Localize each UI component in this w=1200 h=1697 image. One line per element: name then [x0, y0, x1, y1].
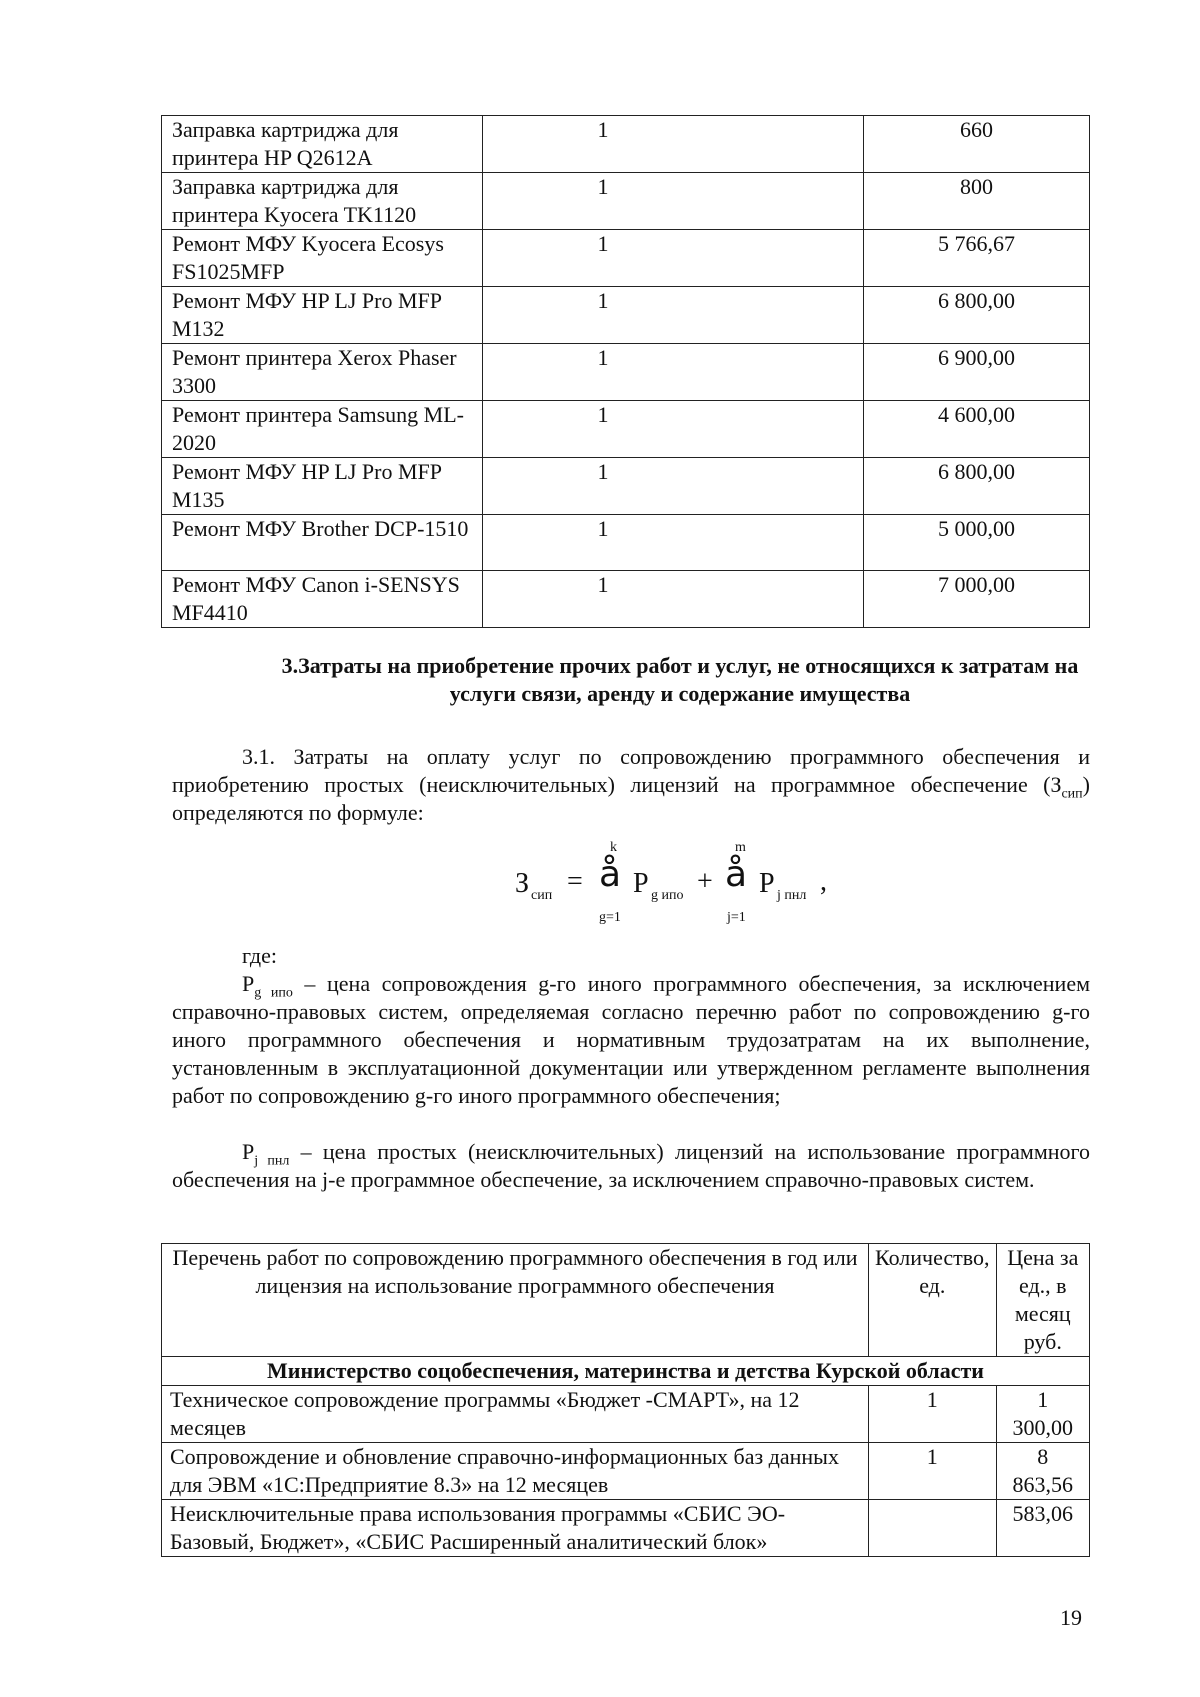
def1-subscript: g ипо: [254, 985, 293, 1001]
price-cell: 800: [864, 173, 1090, 230]
price-cell: 5 000,00: [864, 515, 1090, 571]
quantity-cell: 1: [483, 287, 864, 344]
term1-symbol: P: [633, 868, 649, 899]
table-row: [162, 1500, 1090, 1557]
intro-subscript: сип: [1061, 786, 1083, 802]
work-name: Техническое сопровождение программы «Бюджет -СМАРТ», на 12 месяцев: [162, 1386, 869, 1443]
formula-plus: +: [697, 866, 713, 897]
software-support-table: [161, 1243, 1090, 1557]
table-row: [162, 571, 1090, 628]
table-row: [162, 1443, 1090, 1500]
table-row: [162, 344, 1090, 401]
price-cell: 5 766,67: [864, 230, 1090, 287]
def1-text: – цена сопровождения g-го иного программного обеспечения, за исключением справочно-правовых систем, определяемая согласно перечню работ по сопровождению g-го иного программного обеспечения и нормативным трудозатратам на их выполнение, установленным в эксплуатационной документации или утвержденном регламенте выполнения работ по сопровождению g-го иного программного обеспечения;: [172, 971, 1091, 1108]
service-name: Ремонт МФУ Kyocera Ecosys FS1025MFP: [162, 230, 483, 287]
intro-paragraph: [172, 743, 1090, 827]
quantity-cell: 1: [483, 571, 864, 628]
term2-symbol: P: [759, 868, 775, 899]
def2-subscript: j пнл: [254, 1153, 290, 1169]
definition-p-g-ipo: [172, 970, 1090, 1110]
formula-lhs: З: [515, 868, 530, 899]
price-cell: 583,06: [996, 1500, 1089, 1557]
table-row: [162, 458, 1090, 515]
table-row: [162, 1386, 1090, 1443]
quantity-cell: 1: [483, 458, 864, 515]
table-row: [162, 287, 1090, 344]
header-quantity: Количество, ед.: [869, 1244, 997, 1357]
price-cell: 7 000,00: [864, 571, 1090, 628]
sum2-upper-limit: m: [735, 840, 746, 855]
table-row: [162, 116, 1090, 173]
equipment-repair-table: [161, 115, 1090, 628]
price-cell: 6 900,00: [864, 344, 1090, 401]
service-name: Ремонт МФУ Brother DCP-1510: [162, 515, 483, 571]
price-cell: 8 863,56: [996, 1443, 1089, 1500]
service-name: Заправка картриджа для принтера HP Q2612A: [162, 116, 483, 173]
term2-sub: j пнл: [777, 888, 807, 903]
work-name: Неисключительные права использования программы «СБИС ЭО-Базовый, Бюджет», «СБИС Расширенный аналитический блок»: [162, 1500, 869, 1557]
table-row: [162, 401, 1090, 458]
def2-text: – цена простых (неисключительных) лицензий на использование программного обеспечения на j-е программное обеспечение, за исключением справочно-правовых систем.: [172, 1139, 1090, 1192]
price-cell: 6 800,00: [864, 287, 1090, 344]
sum1-symbol: å: [599, 854, 622, 895]
quantity-cell: 1: [483, 173, 864, 230]
quantity-cell: 1: [869, 1443, 997, 1500]
definition-p-j-pnl: [172, 1138, 1090, 1194]
price-cell: 1 300,00: [996, 1386, 1089, 1443]
work-name: Сопровождение и обновление справочно-информационных баз данных для ЭВМ «1С:Предприятие 8.3» на 12 месяцев: [162, 1443, 869, 1500]
header-works-list: Перечень работ по сопровождению программного обеспечения в год или лицензия на использование программного обеспечения: [162, 1244, 869, 1357]
def1-symbol: P: [242, 971, 255, 996]
intro-tail: ) определяются по формуле:: [172, 772, 1090, 825]
service-name: Ремонт принтера Samsung ML-2020: [162, 401, 483, 458]
quantity-cell: 1: [483, 344, 864, 401]
table-row: [162, 173, 1090, 230]
table-row: [162, 515, 1090, 571]
sum2-lower-limit: j=1: [727, 910, 746, 925]
intro-text: 3.1. Затраты на оплату услуг по сопровождению программного обеспечения и приобретению простых (неисключительных) лицензий на программное обеспечение (З: [172, 744, 1090, 797]
cost-formula: [515, 840, 835, 930]
ministry-name: Министерство соцобеспечения, материнства и детства Курской области: [162, 1357, 1090, 1386]
formula-equals: =: [567, 866, 583, 897]
service-name: Ремонт МФУ Canon i-SENSYS MF4410: [162, 571, 483, 628]
formula-comma: ,: [820, 866, 827, 897]
quantity-cell: 1: [483, 116, 864, 173]
def2-symbol: P: [242, 1139, 255, 1164]
quantity-cell: 1: [483, 401, 864, 458]
term1-sub: g ипо: [651, 888, 684, 903]
where-label: где:: [242, 943, 277, 968]
sum2-symbol: å: [725, 854, 748, 895]
quantity-cell: [869, 1500, 997, 1557]
section-row: [162, 1357, 1090, 1386]
service-name: Ремонт принтера Xerox Phaser 3300: [162, 344, 483, 401]
table-header-row: [162, 1244, 1090, 1357]
price-cell: 4 600,00: [864, 401, 1090, 458]
section-heading: 3.Затраты на приобретение прочих работ и услуг, не относящихся к затратам на услуги связи, аренду и содержание имущества: [281, 653, 1079, 706]
service-name: Заправка картриджа для принтера Kyocera TK1120: [162, 173, 483, 230]
price-cell: 660: [864, 116, 1090, 173]
quantity-cell: 1: [869, 1386, 997, 1443]
sum1-upper-limit: k: [610, 840, 617, 855]
quantity-cell: 1: [483, 515, 864, 571]
price-cell: 6 800,00: [864, 458, 1090, 515]
header-price: Цена за ед., в месяц руб.: [996, 1244, 1089, 1357]
service-name: Ремонт МФУ HP LJ Pro MFP M135: [162, 458, 483, 515]
quantity-cell: 1: [483, 230, 864, 287]
table-row: [162, 230, 1090, 287]
page-number: 19: [1060, 1605, 1082, 1630]
service-name: Ремонт МФУ HP LJ Pro MFP M132: [162, 287, 483, 344]
sum1-lower-limit: g=1: [599, 910, 621, 925]
formula-lhs-sub: сип: [531, 888, 553, 903]
